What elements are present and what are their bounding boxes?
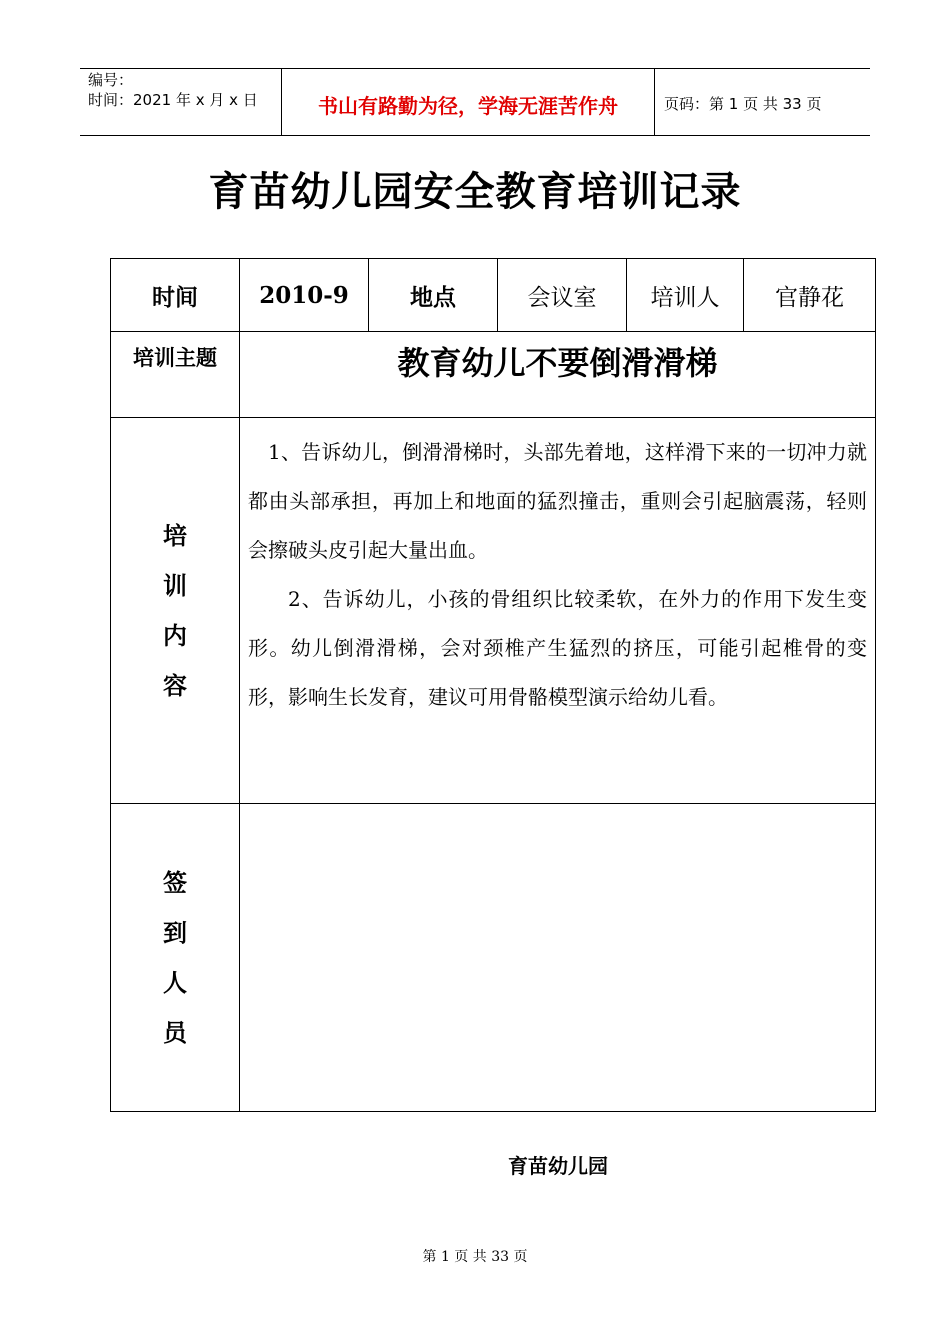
header-top-rule [80, 68, 870, 69]
time-header-cell: 时间 [111, 259, 240, 332]
content-label-char: 训 [163, 570, 187, 600]
header-page-info: 页码：第 1 页 共 33 页 [664, 95, 822, 113]
signin-body-cell [240, 804, 876, 1112]
place-value-cell: 会议室 [498, 259, 627, 332]
topic-value-cell: 教育幼儿不要倒滑滑梯 [240, 332, 876, 418]
header-divider-right [654, 69, 655, 135]
signin-label-char: 到 [163, 917, 187, 947]
place-header-cell: 地点 [369, 259, 498, 332]
content-row [111, 418, 876, 804]
trainer-header-cell: 培训人 [627, 259, 744, 332]
number-label: 编号： [88, 71, 134, 89]
content-label-char: 内 [163, 620, 187, 650]
content-label-char: 容 [163, 670, 187, 700]
content-paragraph: 2、告诉幼儿，小孩的骨组织比较柔软，在外力的作用下发生变形。幼儿倒滑滑梯，会对颈椎产生猛烈的挤压，可能引起椎骨的变形，影响生长发育，建议可用骨骼模型演示给幼儿看。 [248, 587, 867, 709]
signin-label-char: 人 [163, 967, 187, 997]
content-header-cell [111, 418, 240, 804]
signin-label-char: 签 [163, 867, 187, 897]
signin-label-char: 员 [163, 1017, 187, 1047]
time-value-cell: 2010-9 [240, 259, 369, 332]
trainer-value-cell: 官静花 [744, 259, 876, 332]
header-bottom-rule [80, 135, 870, 136]
header-meta [88, 70, 258, 110]
page-footer: 第 1 页 共 33 页 [422, 1249, 528, 1265]
signature-organization: 育苗幼儿园 [508, 1154, 608, 1178]
content-paragraph: 1、告诉幼儿，倒滑滑梯时，头部先着地，这样滑下来的一切冲力就都由头部承担，再加上和地面的猛烈撞击，重则会引起脑震荡，轻则会擦破头皮引起大量出血。 [248, 440, 867, 562]
signin-header-cell [111, 804, 240, 1112]
content-label-char: 培 [163, 520, 187, 550]
content-body-cell [240, 418, 876, 804]
topic-row [111, 332, 876, 418]
time-label: 时间：2021 年 x 月 x 日 [88, 91, 258, 109]
signin-row [111, 804, 876, 1112]
training-record-table [110, 258, 876, 1112]
header-motto: 书山有路勤为径，学海无涯苦作舟 [318, 94, 618, 118]
topic-header-cell: 培训主题 [111, 332, 240, 418]
document-title: 育苗幼儿园安全教育培训记录 [208, 168, 742, 215]
info-row [111, 259, 876, 332]
